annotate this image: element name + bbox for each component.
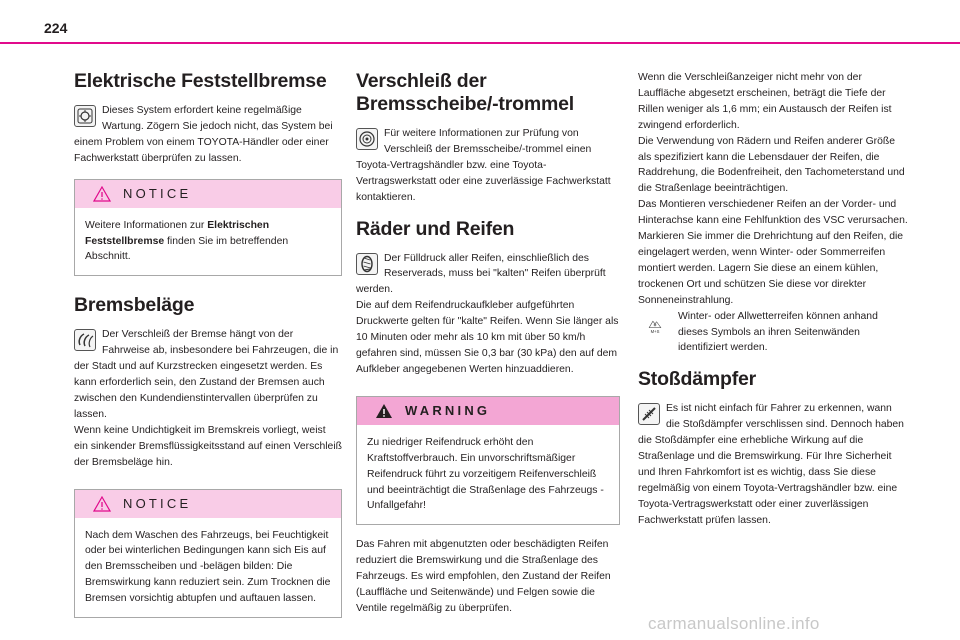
tyre-pressure-paragraph <box>356 251 620 299</box>
brake-pads-text: Der Verschleiß der Bremse hängt von der Fahrweise ab, insbesondere bei Fahrzeugen, die in der Stadt und auf Kurzstrecken eingesetzt werden. Es kann erforderlich sein, den Zustand der Bremsen auch zwischen den Kundendienstintervallen überprüfen zu lassen. <box>74 329 339 420</box>
notice-text: Nach dem Waschen des Fahrzeugs, bei Feuchtigkeit oder bei winterlichen Bedingungen kann sich Eis auf den Bremsscheiben und -belägen bilden: Die Bremswirkung kann reduziert sein. Zum Trocknen die Bremsen vorsichtig abtupfen und auftauen lassen. <box>85 529 331 605</box>
watermark: carmanualsonline.info <box>648 614 820 633</box>
parking-brake-text: Dieses System erfordert keine regelmäßige Wartung. Zögern Sie jedoch nicht, das System bei einem Problem von einem TOYOTA-Händler oder einer Fachwerkstatt überprüfen zu lassen. <box>74 105 333 164</box>
warning-triangle-icon <box>93 186 111 202</box>
column-2 <box>356 70 620 617</box>
winter-tyres-paragraph <box>638 309 908 357</box>
warning-triangle-icon <box>93 496 111 512</box>
warning-title: WARNING <box>405 403 491 419</box>
notice-header <box>75 490 341 518</box>
mixed-tyres-text: Das Montieren verschiedener Reifen an der Vorder- und Hinterachse kann eine Fehlfunktion des VSC verursachen. <box>638 199 908 227</box>
parking-brake-paragraph <box>74 103 342 167</box>
notice-body <box>75 208 341 276</box>
brake-pad-icon <box>74 329 96 351</box>
wear-indicator-text: Wenn die Verschleißanzeiger nicht mehr von der Lauffläche abgesetzt erscheinen, beträgt die Tiefe der Rillen weniger als 1,6 mm; ein Austausch der Reifen ist zwingend erforderlich. <box>638 72 892 131</box>
warning-header <box>357 397 619 425</box>
column-3 <box>638 70 908 529</box>
shock-absorber-icon <box>638 403 660 425</box>
brake-disc-icon <box>356 128 378 150</box>
notice-title: NOTICE <box>123 496 192 511</box>
brake-pads-paragraph <box>74 327 342 422</box>
heading-parking-brake: Elektrische Feststellbremse <box>74 70 327 92</box>
notice-text-post: finden Sie im betreffenden Abschnitt. <box>85 235 289 263</box>
brake-disc-paragraph <box>356 126 620 206</box>
brake-fluid-text: Wenn keine Undichtigkeit im Bremskreis vorliegt, weist ein sinkender Bremsflüssigkeitsstand auf einen Verschleiß der Bremsbeläge hin. <box>74 424 342 468</box>
notice-box-brakes-ice <box>74 489 342 619</box>
tyre-pressure-text: Der Fülldruck aller Reifen, einschließlich des Reserverads, muss bei "kalten" Reifen überprüft werden. <box>356 252 606 296</box>
header-rule <box>0 42 960 44</box>
notice-text-pre: Weitere Informationen zur <box>85 219 208 231</box>
tyre-storage-text: Markieren Sie immer die Drehrichtung auf den Reifen, die eingelagert werden, wenn Winter- oder Sommerreifen montiert werden. Lagern Sie diese an einem kühlen, trockenen Ort und schützen Sie diese vor direkter Sonneneinstrahlung. <box>638 231 904 306</box>
notice-body <box>75 518 341 618</box>
maintenance-icon <box>74 105 96 127</box>
warning-box-tyre-pressure <box>356 396 620 526</box>
notice-box-parking-brake <box>74 179 342 277</box>
heading-brake-pads: Bremsbeläge <box>74 294 195 317</box>
notice-header <box>75 180 341 208</box>
heading-shock-absorbers: Stoßdämpfer <box>638 368 757 391</box>
warning-body <box>357 425 619 525</box>
column-1 <box>74 70 342 618</box>
shock-absorbers-paragraph <box>638 401 908 528</box>
brake-disc-text: Für weitere Informationen zur Prüfung von Verschleiß der Bremsscheibe/-trommel einen Toyota-Vertragshändler bzw. eine Toyota-Vertragswerkstatt oder eine zuverlässige Fachwerkstatt kontaktieren. <box>356 128 611 203</box>
tyre-cold-pressure-text: Die auf dem Reifendruckaufkleber aufgeführten Druckwerte gelten für "kalte" Reifen. Wenn Sie länger als 10 Minuten oder mehr als 10 km mit über 50 km/h gefahren sind, müssen Sie 0,3 bar (30 kPa) den auf dem Aufkleber angegebenen Werten hinzuaddieren. <box>356 300 619 375</box>
svg-text:M+S: M+S <box>650 328 660 334</box>
tyre-icon <box>356 253 378 275</box>
heading-brake-disc-wear: Verschleiß der Bremsscheibe/-trommel <box>356 70 574 115</box>
heading-wheels-tyres: Räder und Reifen <box>356 217 515 240</box>
page-number: 224 <box>44 20 68 36</box>
worn-tyres-text: Das Fahren mit abgenutzten oder beschädigten Reifen reduziert die Bremswirkung und die Straßenlage des Fahrzeugs. Es wird empfohlen, den Zustand der Reifen (Lauffläche und Seitenwände) und Felgen sowie die Ventile regelmäßig zu überprüfen. <box>356 539 611 614</box>
notice-text <box>85 218 331 266</box>
notice-title: NOTICE <box>123 186 192 202</box>
snowflake-mountain-ms-icon <box>638 311 672 341</box>
warning-triangle-icon <box>375 403 393 419</box>
warning-text: Zu niedriger Reifendruck erhöht den Kraftstoffverbrauch. Ein unvorschriftsmäßiger Reifendruck führt zu vorzeitigem Reifenverschleiß und beeinträchtigt die Straßenlage des Fahrzeugs - Unfallgefahr! <box>367 436 604 512</box>
tyre-size-text: Die Verwendung von Rädern und Reifen anderer Größe als spezifiziert kann die Lebensdauer der Reifen, die Raddrehung, die Bodenfreiheit, den Tachometerstand und die Straßenlage beeinträchtigen. <box>638 135 905 195</box>
shock-absorbers-text: Es ist nicht einfach für Fahrer zu erkennen, wann die Stoßdämpfer verschlissen sind. Dennoch haben die Stoßdämpfer eine erhebliche Wirkung auf die Straßenlage und die Bremswirkung. Für Ihre Sicherheit und Ihren Fahrkomfort ist es wichtig, dass Sie diese regelmäßig von einem Toyota-Vertragshändler bzw. eine Toyota-Vertragswerkstatt oder einer zuverlässigen Fachwerkstatt prüfen lassen. <box>638 403 904 526</box>
winter-tyres-text: Winter- oder Allwetterreifen können anhand dieses Symbols an ihren Seitenwänden identifiziert werden. <box>678 310 878 354</box>
notice-text-bold: Elektrischen Feststellbremse <box>85 219 270 247</box>
